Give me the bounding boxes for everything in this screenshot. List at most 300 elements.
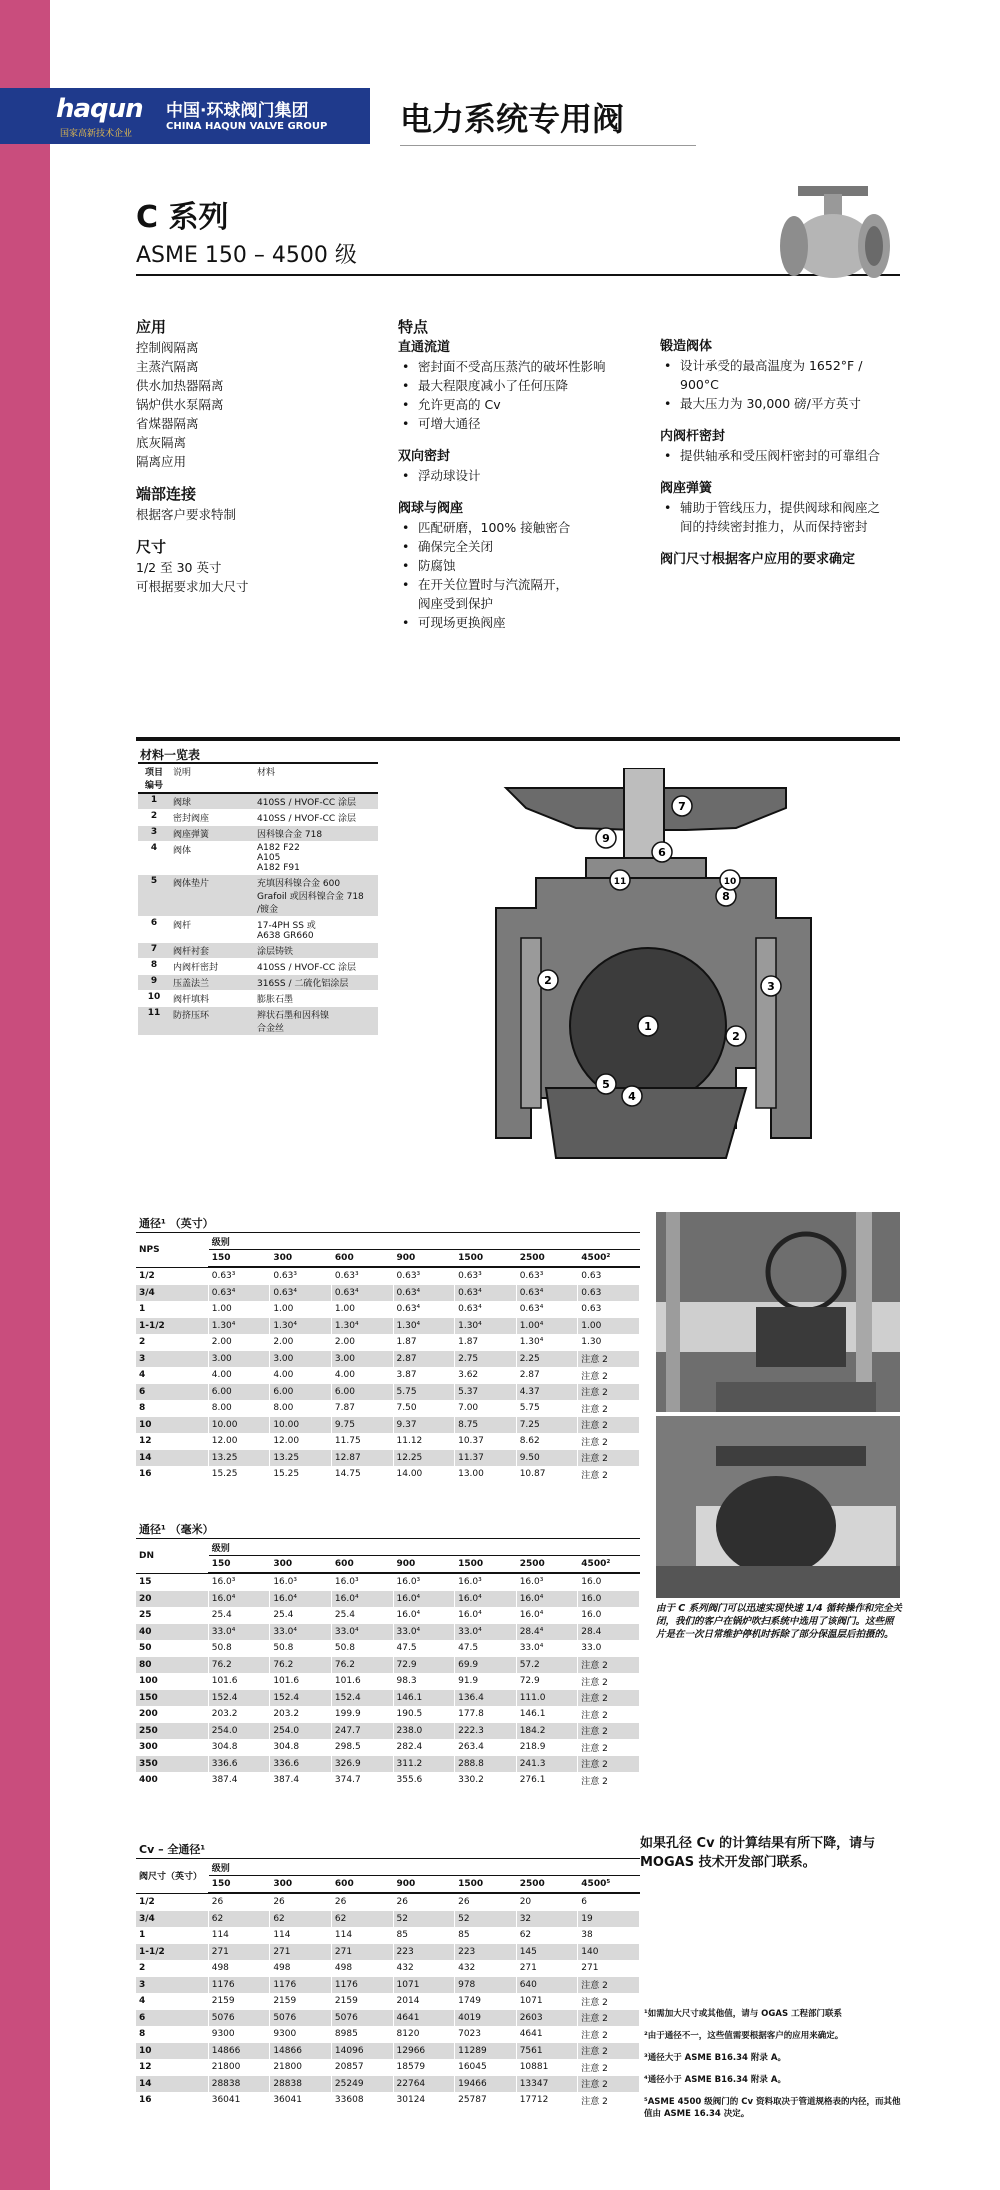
cv-value-cell: 注意 2 [578, 2010, 640, 2027]
bore-mm-value-cell: 146.1 [393, 1690, 455, 1707]
valve-cross-section-drawing [486, 768, 816, 1168]
materials-divider [136, 737, 900, 741]
cv-value-cell: 14866 [208, 2043, 270, 2060]
part-callout [622, 1086, 642, 1106]
item-material: 17-4PH SS 或 A638 GR660 [254, 917, 378, 943]
cv-value-cell: 432 [393, 1960, 455, 1977]
cv-row [136, 1977, 640, 1994]
photo-caption: 由于 C 系列阀门可以迅速实现快速 1/4 循转操作和完全关闭，我们的客户在锅炉吹扫系统中选用了该阀门。这些照片是在一次日常维护停机时拆除了部分保温层后拍摄的。 [656, 1603, 902, 1640]
bore-mm-value-cell: 91.9 [455, 1673, 517, 1690]
cv-value-cell: 26 [208, 1893, 270, 1911]
bore-inch-value-cell: 9.75 [331, 1417, 393, 1434]
item-description: 阀杆衬套 [170, 943, 254, 959]
cv-size-cell: 1/2 [136, 1893, 208, 1911]
bore-mm-value-cell: 69.9 [455, 1657, 517, 1674]
materials-row [138, 917, 378, 943]
bore-mm-value-cell: 152.4 [208, 1690, 270, 1707]
cv-value-cell: 640 [516, 1977, 578, 1994]
item-material: 充填因科镍合金 600 Grafoil 或因科镍合金 718 /镀金 [254, 875, 378, 917]
bore-inch-value-cell: 2.00 [270, 1334, 332, 1351]
bore-mm-class-cell: 600 [331, 1556, 393, 1574]
bore-mm-value-cell: 16.0⁴ [208, 1591, 270, 1608]
bore-mm-class-cell: 4500² [578, 1556, 640, 1574]
bore-inch-value-cell: 11.12 [393, 1433, 455, 1450]
bore-mm-value-cell: 355.6 [393, 1772, 455, 1789]
item-material: 涂层铸铁 [254, 943, 378, 959]
bore-mm-row [136, 1739, 640, 1756]
feature-item: • 可增大通径 [398, 414, 648, 433]
bore-inch-value-cell: 12.87 [331, 1450, 393, 1467]
bore-inch-value-cell: 5.37 [455, 1384, 517, 1401]
page-title: 电力系统专用阀 [400, 100, 625, 138]
bore-mm-value-cell: 注意 2 [578, 1657, 640, 1674]
item-number: 6 [138, 917, 170, 943]
bore-mm-value-cell: 247.7 [331, 1723, 393, 1740]
bore-mm-value-cell: 177.8 [455, 1706, 517, 1723]
brand-logo [0, 88, 370, 144]
cv-value-cell: 2014 [393, 1993, 455, 2010]
cv-value-cell: 30124 [393, 2092, 455, 2109]
item-number: 11 [138, 1007, 170, 1036]
bore-mm-value-cell: 25.4 [208, 1607, 270, 1624]
bore-mm-value-cell: 336.6 [270, 1756, 332, 1773]
item-material: 410SS / HVOF-CC 涂层 [254, 793, 378, 810]
bore-inch-value-cell: 2.87 [393, 1351, 455, 1368]
feature-item: • 确保完全关闭 [398, 537, 648, 556]
cv-row [136, 2010, 640, 2027]
callout-number: 11 [613, 877, 627, 887]
bore-mm-value-cell: 16.0 [578, 1607, 640, 1624]
bore-mm-value-cell: 33.0⁴ [331, 1624, 393, 1641]
item-description: 阀体 [170, 842, 254, 875]
bore-mm-header-row [136, 1539, 640, 1556]
bore-inch-value-cell: 10.00 [208, 1417, 270, 1434]
bore-mm-value-cell: 33.0⁴ [455, 1624, 517, 1641]
bore-mm-value-cell: 注意 2 [578, 1756, 640, 1773]
materials-row [138, 991, 378, 1007]
cv-value-cell: 85 [393, 1927, 455, 1944]
bore-inch-value-cell: 11.37 [455, 1450, 517, 1467]
item-material: 410SS / HVOF-CC 涂层 [254, 959, 378, 975]
footnote: ⁵ASME 4500 级阀门的 Cv 资料取决于管道规格表的内径，而其他值由 ASME 16.34 决定。 [644, 2097, 901, 2119]
cv-value-cell: 2159 [208, 1993, 270, 2010]
bore-mm-value-cell: 16.0³ [208, 1573, 270, 1591]
cv-row [136, 2059, 640, 2076]
bore-mm-size-cell: 50 [136, 1640, 208, 1657]
cv-value-cell: 5076 [208, 2010, 270, 2027]
cv-value-cell: 38 [578, 1927, 640, 1944]
footnote: ²由于通径不一，这些值需要根据客户的应用来确定。 [644, 2031, 844, 2041]
bore-mm-row [136, 1690, 640, 1707]
cv-class-cell: 1500 [455, 1876, 517, 1894]
contact-note: 如果孔径 Cv 的计算结果有所下降，请与 MOGAS 技术开发部门联系。 [640, 1836, 876, 1870]
part-callout [652, 842, 672, 862]
bore-mm-value-cell: 218.9 [516, 1739, 578, 1756]
part-callout [761, 976, 781, 996]
bore-mm-class-cell: 900 [393, 1556, 455, 1574]
bore-mm-value-cell: 28.4⁴ [516, 1624, 578, 1641]
bore-inch-row [136, 1450, 640, 1467]
callout-number: 9 [602, 832, 610, 845]
bore-inch-value-cell: 2.00 [331, 1334, 393, 1351]
bore-mm-value-cell: 254.0 [208, 1723, 270, 1740]
callout-number: 6 [658, 846, 666, 859]
cv-value-cell: 36041 [208, 2092, 270, 2109]
bore-inch-size-cell: 1/2 [136, 1267, 208, 1285]
bore-inch-value-cell: 13.25 [270, 1450, 332, 1467]
bore-mm-value-cell: 76.2 [208, 1657, 270, 1674]
bore-inch-value-cell: 0.63⁴ [516, 1301, 578, 1318]
cv-value-cell: 21800 [208, 2059, 270, 2076]
cv-value-cell: 20 [516, 1893, 578, 1911]
bore-mm-value-cell: 16.0⁴ [455, 1591, 517, 1608]
bore-inch-value-cell: 1.30⁴ [516, 1334, 578, 1351]
bore-inch-value-cell: 12.00 [270, 1433, 332, 1450]
bore-mm-value-cell: 288.8 [455, 1756, 517, 1773]
cv-size-cell: 2 [136, 1960, 208, 1977]
bore-inch-value-cell: 1.30⁴ [270, 1318, 332, 1335]
bore-mm-value-cell: 28.4 [578, 1624, 640, 1641]
bore-inch-value-cell: 2.00 [208, 1334, 270, 1351]
bore-inch-value-cell: 0.63⁴ [208, 1285, 270, 1302]
cv-row [136, 1993, 640, 2010]
bore-inch-value-cell: 1.00 [331, 1301, 393, 1318]
item-description: 压盖法兰 [170, 975, 254, 991]
bore-inch-row [136, 1267, 640, 1285]
cv-value-cell: 1176 [208, 1977, 270, 1994]
bore-mm-value-cell: 330.2 [455, 1772, 517, 1789]
cv-value-cell: 20857 [331, 2059, 393, 2076]
feature-item: • 浮动球设计 [398, 466, 648, 485]
bore-mm-value-cell: 111.0 [516, 1690, 578, 1707]
cv-size-cell: 4 [136, 1993, 208, 2010]
bore-mm-value-cell: 254.0 [270, 1723, 332, 1740]
cv-value-cell: 1176 [331, 1977, 393, 1994]
cv-value-cell: 271 [516, 1960, 578, 1977]
item-description: 内阀杆密封 [170, 959, 254, 975]
cv-value-cell: 16045 [455, 2059, 517, 2076]
bore-mm-value-cell: 298.5 [331, 1739, 393, 1756]
cv-value-cell: 223 [455, 1944, 517, 1961]
cv-value-cell: 114 [270, 1927, 332, 1944]
bore-inch-value-cell: 3.00 [208, 1351, 270, 1368]
bore-inch-row [136, 1367, 640, 1384]
application-item: 省煤器隔离 [136, 416, 199, 431]
cv-class-cell: 4500⁵ [578, 1876, 640, 1894]
cv-value-cell: 13347 [516, 2076, 578, 2093]
cv-value-cell: 14866 [270, 2043, 332, 2060]
cv-class-cell: 150 [208, 1876, 270, 1894]
feature-group-title: 内阀杆密封 [660, 429, 726, 444]
bore-inch-value-cell: 6.00 [270, 1384, 332, 1401]
cv-value-cell: 85 [455, 1927, 517, 1944]
bore-mm-size-cell: 25 [136, 1607, 208, 1624]
bore-inch-value-cell: 1.30⁴ [393, 1318, 455, 1335]
item-number: 7 [138, 943, 170, 959]
cv-row [136, 1960, 640, 1977]
bore-inch-value-cell: 注意 2 [578, 1433, 640, 1450]
features-column [398, 318, 648, 632]
callout-number: 4 [628, 1090, 636, 1103]
bore-inch-value-cell: 0.63⁴ [455, 1285, 517, 1302]
application-item: 锅炉供水泵隔离 [136, 397, 224, 412]
bore-mm-row [136, 1756, 640, 1773]
bore-mm-class-header: 级别 [208, 1539, 639, 1556]
bore-mm-row [136, 1772, 640, 1789]
bore-mm-value-cell: 33.0⁴ [270, 1624, 332, 1641]
bore-inch-value-cell: 15.25 [270, 1466, 332, 1483]
cv-value-cell: 注意 2 [578, 2043, 640, 2060]
cv-value-cell: 19466 [455, 2076, 517, 2093]
bore-inch-value-cell: 0.63³ [208, 1267, 270, 1285]
materials-row [138, 875, 378, 917]
bore-inch-row [136, 1466, 640, 1483]
bore-inch-value-cell: 6.00 [208, 1384, 270, 1401]
bore-mm-value-cell: 33.0⁴ [393, 1624, 455, 1641]
bore-inch-value-cell: 10.37 [455, 1433, 517, 1450]
bore-mm-value-cell: 184.2 [516, 1723, 578, 1740]
bore-inch-key-header: NPS [136, 1233, 208, 1268]
item-number: 10 [138, 991, 170, 1007]
footnote: ³通径大于 ASME B16.34 附录 A。 [644, 2053, 786, 2063]
materials-row [138, 793, 378, 810]
feature-item: • 提供轴承和受压阀杆密封的可靠组合 [660, 446, 910, 465]
bore-mm-value-cell: 注意 2 [578, 1739, 640, 1756]
bore-inch-row [136, 1334, 640, 1351]
bore-mm-value-cell: 16.0⁴ [516, 1607, 578, 1624]
bore-mm-value-cell: 25.4 [331, 1607, 393, 1624]
cv-value-cell: 19 [578, 1911, 640, 1928]
cv-size-cell: 3 [136, 1977, 208, 1994]
cv-value-cell: 17712 [516, 2092, 578, 2109]
bore-inch-value-cell: 9.37 [393, 1417, 455, 1434]
cv-class-cell: 300 [270, 1876, 332, 1894]
cv-class-cell: 900 [393, 1876, 455, 1894]
materials-table [138, 762, 378, 1036]
cv-value-cell: 223 [393, 1944, 455, 1961]
bore-inch-size-cell: 12 [136, 1433, 208, 1450]
bore-mm-size-cell: 15 [136, 1573, 208, 1591]
item-number: 4 [138, 842, 170, 875]
bore-mm-value-cell: 16.0⁴ [516, 1591, 578, 1608]
bore-inch-value-cell: 10.87 [516, 1466, 578, 1483]
item-material: 因科镍合金 718 [254, 826, 378, 842]
materials-row [138, 1007, 378, 1036]
bore-inch-size-cell: 8 [136, 1400, 208, 1417]
cv-size-cell: 16 [136, 2092, 208, 2109]
cv-value-cell: 26 [455, 1893, 517, 1911]
cv-row [136, 1927, 640, 1944]
bore-inch-value-cell: 0.63⁴ [455, 1301, 517, 1318]
bore-mm-value-cell: 282.4 [393, 1739, 455, 1756]
item-material: A182 F22 A105 A182 F91 [254, 842, 378, 875]
cv-value-cell: 26 [331, 1893, 393, 1911]
bore-mm-size-cell: 400 [136, 1772, 208, 1789]
bore-mm-value-cell: 16.0 [578, 1573, 640, 1591]
cv-value-cell: 1071 [516, 1993, 578, 2010]
bore-mm-row [136, 1573, 640, 1591]
bore-inch-header-row [136, 1233, 640, 1250]
bore-mm-value-cell: 57.2 [516, 1657, 578, 1674]
item-description: 防挤压环 [170, 1007, 254, 1036]
cv-size-cell: 1 [136, 1927, 208, 1944]
bore-mm-row [136, 1723, 640, 1740]
bore-inch-size-cell: 1 [136, 1301, 208, 1318]
bore-mm-value-cell: 72.9 [516, 1673, 578, 1690]
cv-value-cell: 9300 [208, 2026, 270, 2043]
bore-inch-value-cell: 注意 2 [578, 1367, 640, 1384]
cv-value-cell: 9300 [270, 2026, 332, 2043]
materials-row [138, 959, 378, 975]
feature-group-title: 锻造阀体 [660, 339, 713, 354]
bore-inch-value-cell: 8.75 [455, 1417, 517, 1434]
cv-value-cell: 4641 [393, 2010, 455, 2027]
features-heading: 特点 [398, 318, 429, 336]
bore-mm-value-cell: 336.6 [208, 1756, 270, 1773]
feature-item: • 在开关位置时与汽流隔开， [398, 575, 648, 594]
bore-inch-value-cell: 12.25 [393, 1450, 455, 1467]
cv-value-cell: 25787 [455, 2092, 517, 2109]
cv-value-cell: 8985 [331, 2026, 393, 2043]
bore-mm-value-cell: 25.4 [270, 1607, 332, 1624]
bore-mm-table [136, 1520, 640, 1789]
bore-mm-size-cell: 80 [136, 1657, 208, 1674]
cv-header-row [136, 1859, 640, 1876]
item-material: 辫状石墨和因科镍 合金丝 [254, 1007, 378, 1036]
bore-inch-value-cell: 6.00 [331, 1384, 393, 1401]
bore-inch-size-cell: 2 [136, 1334, 208, 1351]
bore-inch-value-cell: 14.75 [331, 1466, 393, 1483]
materials-header-cell: 材料 [254, 763, 378, 793]
part-callout [610, 870, 630, 890]
bore-inch-value-cell: 3.87 [393, 1367, 455, 1384]
bore-mm-value-cell: 326.9 [331, 1756, 393, 1773]
cv-value-cell: 6 [578, 1893, 640, 1911]
bore-inch-value-cell: 4.00 [208, 1367, 270, 1384]
cv-class-row [136, 1876, 640, 1894]
item-description: 阀杆 [170, 917, 254, 943]
part-callout [596, 1074, 616, 1094]
bore-inch-value-cell: 15.25 [208, 1466, 270, 1483]
bore-mm-row [136, 1706, 640, 1723]
feature-group-title: 双向密封 [398, 449, 451, 464]
item-number: 9 [138, 975, 170, 991]
feature-group-title: 阀球与阀座 [398, 501, 464, 516]
feature-item: • 匹配研磨，100% 接触密合 [398, 518, 648, 537]
bore-inch-value-cell: 13.00 [455, 1466, 517, 1483]
cv-value-cell: 5076 [331, 2010, 393, 2027]
bore-inch-value-cell: 注意 2 [578, 1400, 640, 1417]
cv-title-row [136, 1840, 640, 1859]
rating-range: ASME 150 – 4500 级 [136, 243, 357, 268]
bore-mm-value-cell: 276.1 [516, 1772, 578, 1789]
bore-mm-value-cell: 101.6 [270, 1673, 332, 1690]
bore-inch-value-cell: 注意 2 [578, 1351, 640, 1368]
application-item: 控制阀隔离 [136, 340, 199, 355]
item-description: 阀体垫片 [170, 875, 254, 917]
cv-class-cell: 2500 [516, 1876, 578, 1894]
cv-class-header: 级别 [208, 1859, 639, 1876]
cv-value-cell: 271 [331, 1944, 393, 1961]
bore-mm-size-cell: 150 [136, 1690, 208, 1707]
cv-value-cell: 21800 [270, 2059, 332, 2076]
body-features-column [660, 337, 910, 569]
bore-mm-value-cell: 16.0³ [331, 1573, 393, 1591]
bore-mm-class-row [136, 1556, 640, 1574]
bore-mm-value-cell: 263.4 [455, 1739, 517, 1756]
bore-mm-key-header: DN [136, 1539, 208, 1574]
bore-inch-value-cell: 3.00 [331, 1351, 393, 1368]
cv-value-cell: 271 [578, 1960, 640, 1977]
cv-value-cell: 注意 2 [578, 2059, 640, 2076]
bore-inch-value-cell: 2.75 [455, 1351, 517, 1368]
bore-mm-value-cell: 50.8 [270, 1640, 332, 1657]
feature-item: • 最大程限度减小了任何压降 [398, 376, 648, 395]
bore-inch-value-cell: 10.00 [270, 1417, 332, 1434]
materials-row [138, 810, 378, 826]
bore-mm-value-cell: 16.0³ [455, 1573, 517, 1591]
bore-inch-value-cell: 3.00 [270, 1351, 332, 1368]
cv-value-cell: 注意 2 [578, 2026, 640, 2043]
bore-inch-value-cell: 13.25 [208, 1450, 270, 1467]
cv-value-cell: 140 [578, 1944, 640, 1961]
cv-class-cell: 600 [331, 1876, 393, 1894]
bore-mm-value-cell: 101.6 [208, 1673, 270, 1690]
logo-wordmark: haqun [56, 94, 143, 124]
cv-value-cell: 26 [270, 1893, 332, 1911]
bore-mm-value-cell: 387.4 [208, 1772, 270, 1789]
callout-number: 2 [732, 1030, 740, 1043]
bore-inch-value-cell: 8.00 [270, 1400, 332, 1417]
cv-row [136, 1911, 640, 1928]
part-callout [538, 970, 558, 990]
bore-mm-value-cell: 199.9 [331, 1706, 393, 1723]
bore-inch-value-cell: 1.00 [578, 1318, 640, 1335]
bore-mm-value-cell: 241.3 [516, 1756, 578, 1773]
application-item: 底灰隔离 [136, 435, 187, 450]
feature-item: • 最大压力为 30,000 磅/平方英寸 [660, 394, 910, 413]
bore-mm-value-cell: 152.4 [331, 1690, 393, 1707]
bore-inch-value-cell: 注意 2 [578, 1384, 640, 1401]
size-heading: 尺寸 [136, 538, 167, 556]
bore-inch-value-cell: 4.00 [331, 1367, 393, 1384]
cv-value-cell: 22764 [393, 2076, 455, 2093]
cv-row [136, 1893, 640, 1911]
cv-size-cell: 1-1/2 [136, 1944, 208, 1961]
item-material: 410SS / HVOF-CC 涂层 [254, 810, 378, 826]
cv-value-cell: 32 [516, 1911, 578, 1928]
cv-value-cell: 14096 [331, 2043, 393, 2060]
bore-mm-value-cell: 16.0⁴ [393, 1607, 455, 1624]
cv-value-cell: 271 [270, 1944, 332, 1961]
cv-title: Cv – 全通径¹ [136, 1840, 640, 1859]
bore-inch-size-cell: 16 [136, 1466, 208, 1483]
feature-item-continued: 阀座受到保护 [418, 596, 494, 611]
footnote: ⁴通径小于 ASME B16.34 附录 A。 [644, 2075, 786, 2085]
feature-item: • 可现场更换阀座 [398, 613, 648, 632]
item-material: 316SS / 二硫化铝涂层 [254, 975, 378, 991]
cv-value-cell: 432 [455, 1960, 517, 1977]
part-callout [638, 1016, 658, 1036]
bore-mm-row [136, 1640, 640, 1657]
cv-table [136, 1840, 640, 2109]
bore-inch-class-cell: 600 [331, 1250, 393, 1268]
series-title: C 系列 [136, 200, 229, 235]
bore-inch-class-header: 级别 [208, 1233, 639, 1250]
bore-inch-value-cell: 0.63³ [393, 1267, 455, 1285]
bore-mm-title-row [136, 1520, 640, 1539]
bore-mm-value-cell: 47.5 [455, 1640, 517, 1657]
